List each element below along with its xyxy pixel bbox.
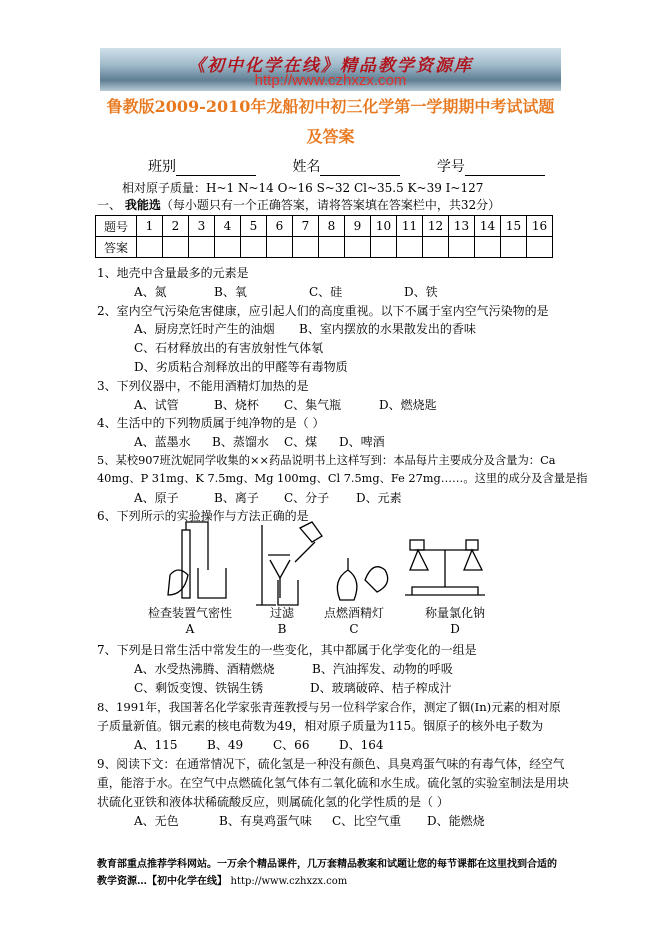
section-heading	[97, 196, 500, 214]
option: D、铁	[404, 285, 438, 299]
q8-stem: 8、1991年，我国著名化学家张青莲教授与另一位科学家合作，测定了铟(In)元素的相对原	[97, 700, 561, 714]
question-number-cell: 12	[423, 216, 449, 237]
q3-options	[134, 396, 437, 414]
figure-letter: D	[450, 622, 460, 636]
option: A、水受热沸腾、酒精燃烧	[134, 662, 275, 676]
q8-stem-cont: 子质量新值。铟元素的核电荷数为49，相对原子质量为115。铟原子的核外电子数为	[97, 719, 544, 733]
q5-stem: 5、某校907班沈妮同学收集的××药品说明书上这样写到：本品每片主要成分及含量为：Ca	[97, 454, 556, 467]
option: D、元素	[356, 491, 402, 505]
question-number-cell: 10	[371, 216, 397, 237]
q9-stem: 9、阅读下文：在通常情况下，硫化氢是一种没有颜色、具臭鸡蛋气味的有毒气体，经空气	[97, 757, 565, 771]
answer-table	[95, 215, 553, 258]
footer-line2	[97, 872, 347, 887]
section-instructions: （每小题只有一个正确答案，请将答案填在答案栏中，共32分）	[160, 198, 501, 212]
banner-url[interactable]: http://www.czhxzx.com	[254, 72, 407, 89]
airtightness-check-figure	[168, 522, 226, 598]
section-num: 一、	[97, 198, 122, 212]
answer-cell[interactable]	[241, 237, 267, 258]
option: B、烧杯	[214, 398, 259, 412]
footer-link[interactable]: http://www.czhxzx.com	[230, 876, 348, 887]
figure-caption: 过滤	[269, 606, 294, 620]
q9-options	[134, 812, 485, 830]
question-number-cell: 15	[501, 216, 527, 237]
question-number-cell: 8	[319, 216, 345, 237]
answer-cell[interactable]	[345, 237, 371, 258]
option: D、玻璃破碎、桔子榨成汁	[310, 681, 452, 695]
option: B、有臭鸡蛋气味	[219, 814, 312, 828]
figure-caption: 称量氯化钠	[424, 606, 485, 620]
section-title: 我能选	[124, 198, 161, 212]
question-number-cell: 1	[137, 216, 163, 237]
class-blank[interactable]	[176, 161, 256, 176]
q9-stem-cont: 重，能溶于水。在空气中点燃硫化氢气体有二氧化硫和水生成。硫化氢的实验室制法是用块	[97, 776, 569, 790]
figure-letter: A	[185, 622, 195, 636]
atomic-masses: 相对原子质量：H~1 N~14 O~16 S~32 Cl~35.5 K~39 I~127	[122, 181, 484, 195]
student-fields	[148, 158, 545, 176]
option: A、115	[134, 738, 178, 752]
q5-stem-cont: 40mg、P 31mg、K 7.5mg、Mg 100mg、Cl 7.5mg、Fe 27mg……。这里的成分及含量是指	[97, 472, 588, 485]
answer-cell[interactable]	[501, 237, 527, 258]
question-number-cell: 3	[189, 216, 215, 237]
answer-cell[interactable]	[449, 237, 475, 258]
number-blank[interactable]	[465, 161, 545, 176]
answer-cell[interactable]	[527, 237, 553, 258]
answer-cell[interactable]	[215, 237, 241, 258]
name-blank[interactable]	[320, 161, 400, 176]
figure-caption: 点燃酒精灯	[323, 606, 384, 620]
option: C、剩饭变馊、铁锅生锈	[134, 681, 264, 695]
option: B、蒸馏水	[212, 435, 269, 449]
option: A、厨房烹饪时产生的油烟	[134, 322, 275, 336]
answer-cell[interactable]	[423, 237, 449, 258]
number-label: 学号	[436, 159, 465, 175]
q1-stem: 1、地壳中含量最多的元素是	[97, 266, 249, 280]
question-number-cell: 6	[267, 216, 293, 237]
q2-options	[134, 320, 476, 338]
question-number-cell: 13	[449, 216, 475, 237]
option: C、集气瓶	[284, 398, 342, 412]
q2-option-d: D、劣质粘合剂释放出的甲醛等有毒物质	[134, 360, 348, 374]
option: D、164	[339, 738, 384, 752]
q5-options	[134, 489, 402, 507]
option: B、49	[207, 738, 244, 752]
question-number-cell: 2	[163, 216, 189, 237]
answer-cell[interactable]	[293, 237, 319, 258]
option: B、氧	[214, 285, 247, 299]
header-cell: 题号	[96, 216, 137, 237]
option: A、试管	[134, 398, 179, 412]
option: C、煤	[284, 435, 318, 449]
option: A、氮	[134, 285, 167, 299]
option: C、66	[273, 738, 310, 752]
answer-cell[interactable]	[319, 237, 345, 258]
q4-options	[134, 433, 385, 451]
doc-title: 鲁教版2009-2010年龙船初中初三化学第一学期期中考试试题	[106, 97, 555, 116]
q7-options-cd	[134, 679, 452, 697]
question-number-cell: 5	[241, 216, 267, 237]
q7-stem: 7、下列是日常生活中常发生的一些变化，其中都属于化学变化的一组是	[97, 643, 477, 657]
option: B、离子	[214, 491, 259, 505]
figure-letter: C	[349, 622, 359, 636]
balance-figure	[405, 540, 485, 595]
answer-cell[interactable]	[137, 237, 163, 258]
answer-cell[interactable]	[267, 237, 293, 258]
option: A、蓝墨水	[134, 435, 191, 449]
question-number-cell: 7	[293, 216, 319, 237]
q9-stem-cont2: 状硫化亚铁和液体状稀硫酸反应，则属硫化氢的化学性质的是（ ）	[97, 795, 449, 809]
option: D、啤酒	[339, 435, 385, 449]
answer-cell[interactable]	[371, 237, 397, 258]
doc-title-cont: 及答案	[306, 127, 355, 146]
option: D、能燃烧	[427, 814, 485, 828]
answer-cell[interactable]	[189, 237, 215, 258]
option: A、原子	[134, 491, 179, 505]
q2-stem: 2、室内空气污染危害健康，应引起人们的高度重视。以下不属于室内空气污染物的是	[97, 304, 549, 318]
q3-stem: 3、下列仪器中，不能用酒精灯加热的是	[97, 379, 309, 393]
footer-text: 教学资源…【初中化学在线】	[97, 876, 227, 887]
question-number-cell: 11	[397, 216, 423, 237]
question-number-cell: 14	[475, 216, 501, 237]
q8-options	[134, 736, 384, 754]
answer-cell[interactable]	[475, 237, 501, 258]
header-cell: 答案	[96, 237, 137, 258]
answer-cell[interactable]	[163, 237, 189, 258]
option: D、燃烧匙	[379, 398, 437, 412]
figure-caption: 检查装置气密性	[147, 606, 232, 620]
site-banner	[100, 48, 561, 91]
figure-letter: B	[277, 622, 287, 636]
q1-options	[134, 283, 438, 301]
banner-title: 《初中化学在线》精品教学资源库	[188, 56, 473, 76]
answer-cell[interactable]	[397, 237, 423, 258]
experiment-figures	[150, 520, 490, 610]
question-number-cell: 9	[345, 216, 371, 237]
question-number-cell: 16	[527, 216, 553, 237]
filtration-figure	[256, 522, 322, 605]
q7-options-ab	[134, 660, 453, 678]
q6-stem: 6、下列所示的实验操作与方法正确的是	[97, 509, 309, 523]
option: A、无色	[134, 814, 179, 828]
name-label: 姓名	[292, 159, 321, 175]
q2-option-c: C、石材释放出的有害放射性气体氡	[134, 341, 324, 355]
option: C、硅	[309, 285, 343, 299]
class-label: 班别	[148, 159, 176, 175]
option: C、分子	[284, 491, 330, 505]
q4-stem: 4、生活中的下列物质属于纯净物的是（ ）	[97, 416, 325, 430]
option: C、比空气重	[332, 814, 402, 828]
question-number-cell: 4	[215, 216, 241, 237]
option: B、汽油挥发、动物的呼吸	[312, 662, 453, 676]
footer-line1: 教育部重点推荐学科网站。一万余个精品课件，几万套精品教案和试题让您的每节课都在这里找到合适的	[97, 859, 557, 870]
option: B、室内摆放的水果散发出的香味	[299, 322, 476, 336]
alcohol-lamp-figure	[337, 558, 387, 600]
